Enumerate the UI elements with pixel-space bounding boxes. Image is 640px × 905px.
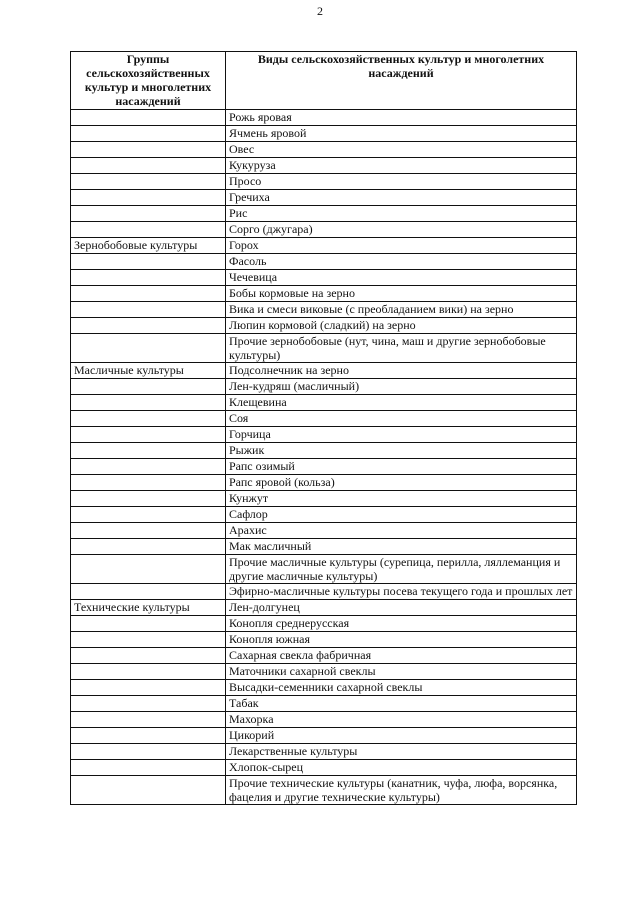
crop-kind-cell: Овес	[226, 142, 577, 158]
page-number: 2	[317, 4, 323, 18]
crop-kind-cell: Горох	[226, 238, 577, 254]
crop-kind-cell: Люпин кормовой (сладкий) на зерно	[226, 318, 577, 334]
group-cell-empty	[71, 158, 226, 174]
group-cell-empty	[71, 190, 226, 206]
crop-kind-cell: Рис	[226, 206, 577, 222]
table-header-row	[71, 52, 577, 110]
table-row	[71, 539, 577, 555]
group-cell-empty	[71, 507, 226, 523]
crop-kind-cell: Чечевица	[226, 270, 577, 286]
crop-kind-cell: Высадки-семенники сахарной свеклы	[226, 680, 577, 696]
table-row	[71, 270, 577, 286]
table-row	[71, 363, 577, 379]
group-cell-empty	[71, 427, 226, 443]
crop-kind-cell: Сахарная свекла фабричная	[226, 648, 577, 664]
group-cell-empty	[71, 379, 226, 395]
crop-kind-cell: Вика и смеси виковые (с преобладанием вики) на зерно	[226, 302, 577, 318]
table-row	[71, 302, 577, 318]
group-cell-empty	[71, 270, 226, 286]
group-cell-empty	[71, 616, 226, 632]
table-row	[71, 379, 577, 395]
table-row	[71, 126, 577, 142]
group-cell-empty	[71, 696, 226, 712]
crop-kind-cell: Кунжут	[226, 491, 577, 507]
crop-kind-cell: Конопля южная	[226, 632, 577, 648]
table-row	[71, 776, 577, 805]
crop-kind-cell: Прочие масличные культуры (сурепица, перилла, ляллеманция и другие масличные культуры)	[226, 555, 577, 584]
table-row	[71, 222, 577, 238]
crop-kind-cell: Маточники сахарной свеклы	[226, 664, 577, 680]
crop-kind-cell: Рожь яровая	[226, 110, 577, 126]
group-cell-empty	[71, 318, 226, 334]
table-row	[71, 728, 577, 744]
table-row	[71, 286, 577, 302]
table-row	[71, 507, 577, 523]
table-row	[71, 696, 577, 712]
group-cell-empty	[71, 222, 226, 238]
crop-kind-cell: Сорго (джугара)	[226, 222, 577, 238]
table-row	[71, 318, 577, 334]
group-cell-empty	[71, 174, 226, 190]
group-cell-empty	[71, 411, 226, 427]
table-row	[71, 475, 577, 491]
crop-kind-cell: Арахис	[226, 523, 577, 539]
crop-kind-cell: Кукуруза	[226, 158, 577, 174]
group-cell-empty	[71, 126, 226, 142]
crop-kind-cell: Табак	[226, 696, 577, 712]
group-cell-empty	[71, 555, 226, 584]
group-cell-empty	[71, 632, 226, 648]
group-cell-empty	[71, 443, 226, 459]
table-row	[71, 206, 577, 222]
table-row	[71, 744, 577, 760]
column-header-group: Группы сельскохозяйственных культур и многолетних насаждений	[71, 52, 226, 110]
table-row	[71, 491, 577, 507]
crop-kind-cell: Махорка	[226, 712, 577, 728]
group-cell-empty	[71, 286, 226, 302]
group-cell: Масличные культуры	[71, 363, 226, 379]
crop-kind-cell: Ячмень яровой	[226, 126, 577, 142]
group-cell: Технические культуры	[71, 600, 226, 616]
crop-kind-cell: Клещевина	[226, 395, 577, 411]
table-row	[71, 523, 577, 539]
table-row	[71, 680, 577, 696]
group-cell-empty	[71, 206, 226, 222]
crop-kind-cell: Эфирно-масличные культуры посева текущего года и прошлых лет	[226, 584, 577, 600]
crop-kind-cell: Рапс озимый	[226, 459, 577, 475]
crop-kind-cell: Гречиха	[226, 190, 577, 206]
group-cell-empty	[71, 523, 226, 539]
crop-kind-cell: Сафлор	[226, 507, 577, 523]
table-row	[71, 632, 577, 648]
crop-kind-cell: Просо	[226, 174, 577, 190]
table-row	[71, 664, 577, 680]
table-row	[71, 459, 577, 475]
table-row	[71, 190, 577, 206]
crop-kind-cell: Горчица	[226, 427, 577, 443]
crop-kind-cell: Мак масличный	[226, 539, 577, 555]
crop-kind-cell: Лен-долгунец	[226, 600, 577, 616]
crops-table	[70, 51, 577, 805]
table-row	[71, 555, 577, 584]
table-row	[71, 616, 577, 632]
table-row	[71, 584, 577, 600]
crop-kind-cell: Прочие технические культуры (канатник, чуфа, люфа, ворсянка, фацелия и другие технические культуры)	[226, 776, 577, 805]
group-cell-empty	[71, 334, 226, 363]
crop-kind-cell: Цикорий	[226, 728, 577, 744]
crop-kind-cell: Бобы кормовые на зерно	[226, 286, 577, 302]
group-cell-empty	[71, 395, 226, 411]
table-row	[71, 174, 577, 190]
table-row	[71, 427, 577, 443]
table-row	[71, 712, 577, 728]
table-row	[71, 238, 577, 254]
group-cell-empty	[71, 648, 226, 664]
crop-kind-cell: Конопля среднерусская	[226, 616, 577, 632]
group-cell-empty	[71, 680, 226, 696]
group-cell-empty	[71, 712, 226, 728]
group-cell-empty	[71, 539, 226, 555]
table-row	[71, 411, 577, 427]
group-cell-empty	[71, 475, 226, 491]
column-header-kind: Виды сельскохозяйственных культур и многолетних насаждений	[226, 52, 577, 110]
crop-kind-cell: Лен-кудряш (масличный)	[226, 379, 577, 395]
crop-kind-cell: Фасоль	[226, 254, 577, 270]
group-cell-empty	[71, 744, 226, 760]
crop-kind-cell: Лекарственные культуры	[226, 744, 577, 760]
table-row	[71, 600, 577, 616]
group-cell	[71, 110, 226, 126]
table-row	[71, 760, 577, 776]
crop-kind-cell: Прочие зернобобовые (нут, чина, маш и другие зернобобовые культуры)	[226, 334, 577, 363]
table-row	[71, 158, 577, 174]
crop-kind-cell: Рапс яровой (кольза)	[226, 475, 577, 491]
table-row	[71, 443, 577, 459]
group-cell-empty	[71, 302, 226, 318]
group-cell: Зернобобовые культуры	[71, 238, 226, 254]
crop-kind-cell: Подсолнечник на зерно	[226, 363, 577, 379]
table-row	[71, 648, 577, 664]
group-cell-empty	[71, 491, 226, 507]
group-cell-empty	[71, 776, 226, 805]
table-row	[71, 142, 577, 158]
group-cell-empty	[71, 728, 226, 744]
group-cell-empty	[71, 760, 226, 776]
table-body	[71, 110, 577, 805]
group-cell-empty	[71, 142, 226, 158]
table-row	[71, 110, 577, 126]
table-row	[71, 254, 577, 270]
table-row	[71, 395, 577, 411]
crop-kind-cell: Соя	[226, 411, 577, 427]
group-cell-empty	[71, 459, 226, 475]
group-cell-empty	[71, 584, 226, 600]
group-cell-empty	[71, 254, 226, 270]
crop-kind-cell: Хлопок-сырец	[226, 760, 577, 776]
crop-kind-cell: Рыжик	[226, 443, 577, 459]
table-row	[71, 334, 577, 363]
group-cell-empty	[71, 664, 226, 680]
